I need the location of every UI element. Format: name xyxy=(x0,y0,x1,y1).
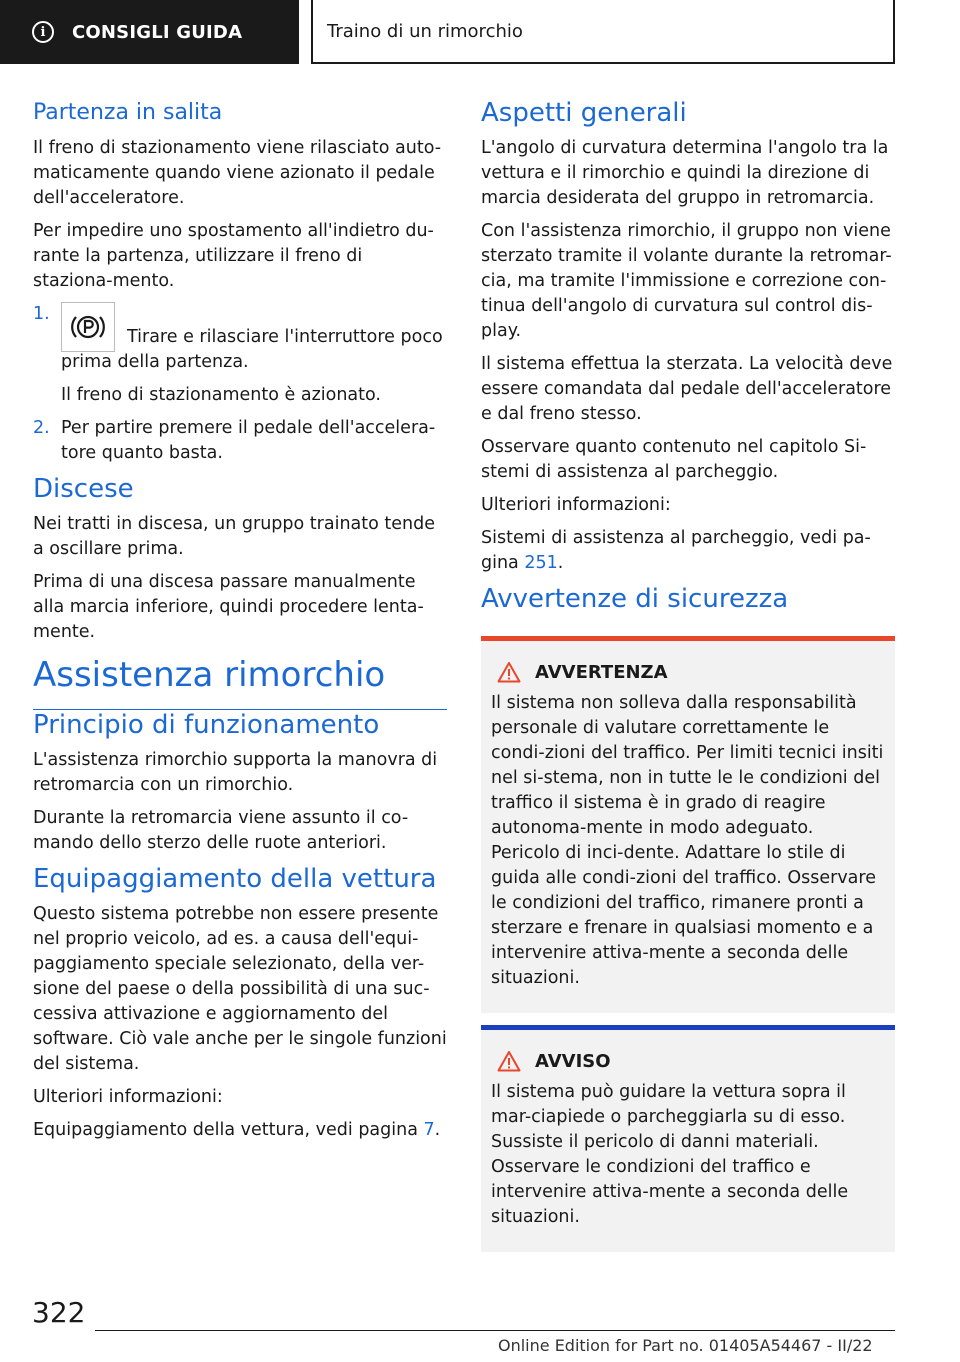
warning-text: Il sistema non solleva dalla responsabilità personale di valutare correttamente le condi-zioni del traffico. Per limiti tecnici insiti nel si-stema, non in tutte le le condizioni del traffico il sistema è in grado di reagire autonoma-mente in modo adeguato. Pericolo di inci-dente. Adattare lo stile di guida alle condi-zioni del traffico. Osservare le condizioni del traffico, rimanere pronti a sterzare e frenare in qualsiasi momento e a intervenire attiva-mente a seconda delle situazioni. xyxy=(491,693,884,988)
left-column xyxy=(33,98,447,1151)
footer-divider xyxy=(95,1330,895,1331)
heading-principio: Principio di funzionamento xyxy=(33,710,380,740)
paragraph: Ulteriori informazioni: xyxy=(33,1087,223,1107)
notice-text: Il sistema può guidare la vettura sopra il mar-ciapiede o parcheggiarla su di esso. Sussiste il pericolo di danni materiali. Osservare le condizioni del traffico e intervenire attiva-mente a seconda delle situazioni. xyxy=(491,1082,849,1227)
heading-assistenza-rimorchio: Assistenza rimorchio xyxy=(33,653,447,710)
ref-suffix: . xyxy=(557,553,564,573)
paragraph: Ulteriori informazioni: xyxy=(481,495,671,515)
paragraph: Prima di una discesa passare manualmente alla marcia inferiore, quindi procedere lenta-mente. xyxy=(33,572,424,642)
page-number: 322 xyxy=(32,1296,86,1329)
paragraph: Questo sistema potrebbe non essere presente nel proprio veicolo, ad es. a causa dell'equi-paggiamento speciale selezionato, della ver-sione del paese o della possibilità di una suc-cessiva attivazione e aggiornamento del software. Ciò vale anche per le singole funzioni del sistema. xyxy=(33,904,447,1074)
heading-partenza: Partenza in salita xyxy=(33,100,223,125)
warning-triangle-icon xyxy=(497,1050,521,1072)
warning-label: AVVERTENZA xyxy=(535,661,668,683)
paragraph: Osservare quanto contenuto nel capitolo Si-stemi di assistenza al parcheggio. xyxy=(481,437,867,482)
steps-list xyxy=(33,302,447,466)
ref-text: Sistemi di assistenza al parcheggio, vedi pa-gina xyxy=(481,528,871,573)
paragraph: Per impedire uno spostamento all'indietro du-rante la partenza, utilizzare il freno di staziona-mento. xyxy=(33,221,434,291)
heading-aspetti: Aspetti generali xyxy=(481,98,687,128)
list-item xyxy=(33,302,447,408)
paragraph: Nei tratti in discesa, un gruppo trainato tende a oscillare prima. xyxy=(33,514,435,559)
parking-brake-icon xyxy=(61,302,115,352)
warning-box xyxy=(481,636,895,1013)
info-icon: i xyxy=(32,21,54,43)
notice-label: AVVISO xyxy=(535,1050,611,1072)
page-link[interactable]: 7 xyxy=(423,1120,435,1140)
paragraph: L'assistenza rimorchio supporta la manovra di retromarcia con un rimorchio. xyxy=(33,750,438,795)
section-tab-label: CONSIGLI GUIDA xyxy=(72,21,243,43)
step-number: 2. xyxy=(33,418,50,438)
edition-text: Online Edition for Part no. 01405A54467 - II/22 xyxy=(498,1336,873,1355)
notice-box xyxy=(481,1025,895,1252)
step-text: Per partire premere il pedale dell'accelera-tore quanto basta. xyxy=(61,418,436,463)
page-link[interactable]: 251 xyxy=(524,553,558,573)
section-tab xyxy=(0,0,299,64)
ref-text: Equipaggiamento della vettura, vedi pagina xyxy=(33,1120,424,1140)
list-item xyxy=(33,416,447,466)
step-text: Tirare e rilasciare l'interruttore poco prima della partenza. xyxy=(61,327,443,372)
step-subtext: Il freno di stazionamento è azionato. xyxy=(61,385,381,405)
heading-avvertenze: Avvertenze di sicurezza xyxy=(481,584,789,614)
ref-suffix: . xyxy=(434,1120,441,1140)
paragraph: L'angolo di curvatura determina l'angolo tra la vettura e il rimorchio e quindi la direzione di marcia desiderata del gruppo in retromarcia. xyxy=(481,138,889,208)
paragraph xyxy=(33,1118,447,1143)
paragraph: Il sistema effettua la sterzata. La velocità deve essere comandata dal pedale dell'acceleratore e dal freno stesso. xyxy=(481,354,893,424)
heading-equipaggiamento: Equipaggiamento della vettura xyxy=(33,864,437,894)
warning-triangle-icon xyxy=(497,661,521,683)
paragraph: Con l'assistenza rimorchio, il gruppo non viene sterzato tramite il volante durante la retromar-cia, ma tramite l'immissione e correzione con-tinua dell'angolo di curvatura sul control dis-play. xyxy=(481,221,892,341)
page-header-title: Traino di un rimorchio xyxy=(311,0,895,64)
paragraph xyxy=(481,526,895,576)
step-number: 1. xyxy=(33,304,50,324)
heading-discese: Discese xyxy=(33,474,134,504)
paragraph: Il freno di stazionamento viene rilasciato auto-maticamente quando viene azionato il pedale dell'acceleratore. xyxy=(33,138,442,208)
paragraph: Durante la retromarcia viene assunto il co-mando dello sterzo delle ruote anteriori. xyxy=(33,808,409,853)
right-column xyxy=(481,98,895,1252)
